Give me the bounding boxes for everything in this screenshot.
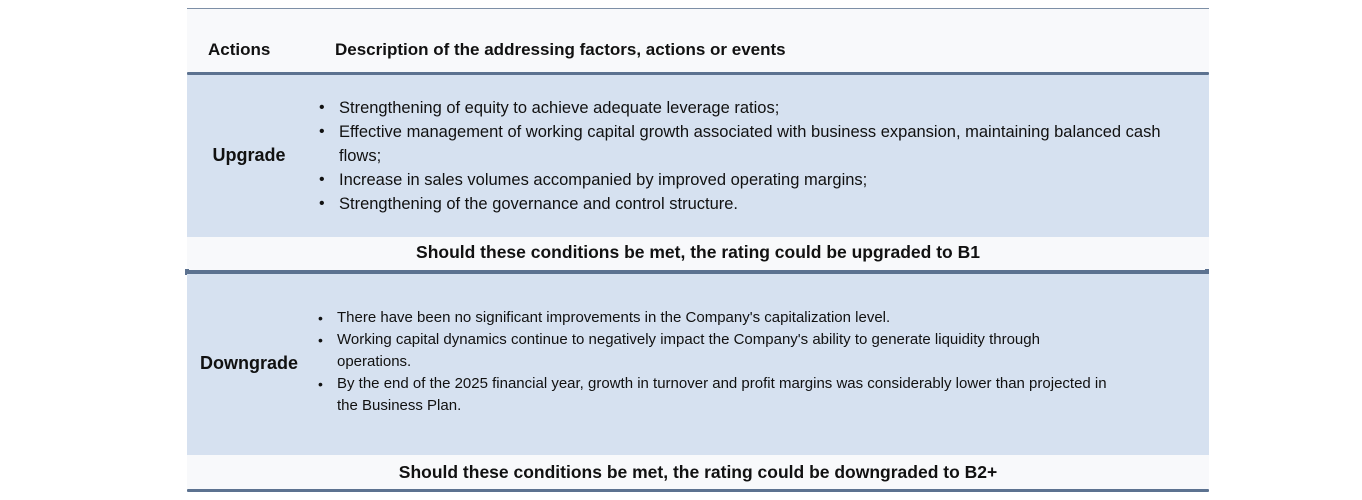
upgrade-row	[187, 75, 1209, 237]
list-item: • Strengthening of the governance and control structure.	[339, 192, 1169, 216]
list-item: • By the end of the 2025 financial year, growth in turnover and profit margins was considerably lower than projected in the Business Plan.	[337, 373, 1117, 417]
list-item: • Increase in sales volumes accompanied by improved operating margins;	[339, 168, 1169, 192]
list-item: • There have been no significant improvements in the Company's capitalization level.	[337, 307, 1117, 329]
downgrade-row	[187, 274, 1209, 455]
upgrade-label: Upgrade	[212, 145, 286, 165]
upgrade-list	[339, 96, 1169, 216]
list-item: • Effective management of working capital growth associated with business expansion, maintaining balanced cash flows;	[339, 120, 1169, 168]
header-description: Description of the addressing factors, actions or events	[335, 40, 786, 59]
table-bottom-rule	[187, 489, 1209, 492]
header-actions: Actions	[208, 40, 271, 59]
list-item: • Working capital dynamics continue to negatively impact the Company's ability to generate liquidity through operations.	[337, 329, 1117, 373]
upgrade-conclusion: Should these conditions be met, the rating could be upgraded to B1	[187, 237, 1209, 270]
downgrade-label: Downgrade	[199, 353, 298, 373]
downgrade-conclusion: Should these conditions be met, the rating could be downgraded to B2+	[187, 455, 1209, 489]
table-header	[187, 9, 1209, 72]
list-item: • Strengthening of equity to achieve adequate leverage ratios;	[339, 96, 1169, 120]
downgrade-list	[337, 307, 1117, 417]
